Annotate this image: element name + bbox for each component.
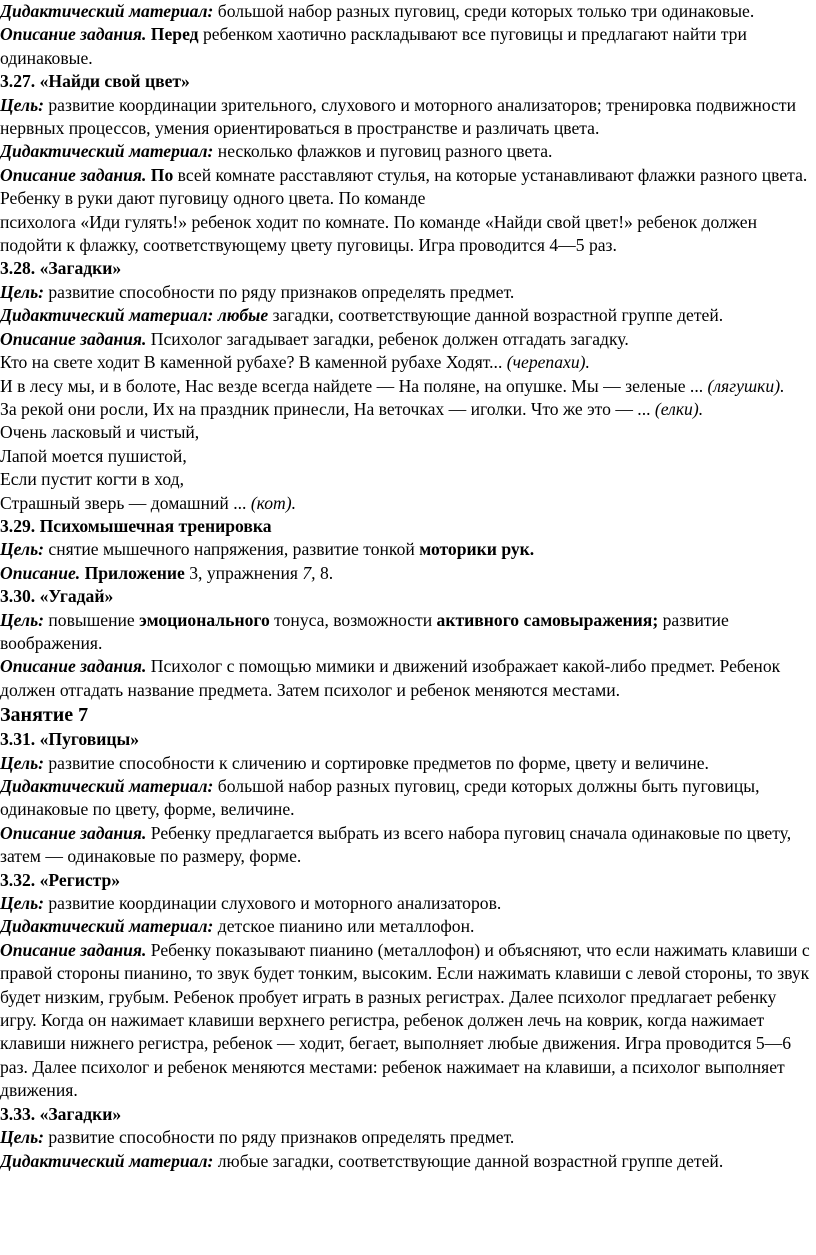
text: Ребенку предлагается выбрать из всего набора пуговиц сначала одинаковые по цвету, затем — одинаковые по размеру, форме. [0, 822, 792, 867]
text: развитие воображения. [0, 609, 729, 653]
paragraph-didactic-material [0, 140, 814, 163]
riddle-answer: (кот). [246, 492, 296, 513]
riddle-text: Страшный зверь — домашний ... [0, 492, 247, 513]
text: 3, упражнения [184, 562, 303, 583]
italic-number: 7, [302, 562, 316, 583]
label: Описание задания. [0, 24, 147, 45]
paragraph-didactic-material [0, 915, 814, 938]
label: Описание задания. [0, 328, 147, 349]
label: Дидактический материал: [0, 1150, 214, 1171]
text: несколько флажков и пуговиц разного цвета. [213, 141, 553, 162]
label: Дидактический материал: [0, 1, 214, 21]
paragraph-goal [0, 538, 814, 561]
text: снятие мышечного напряжения, развитие тонкой [43, 539, 420, 560]
text: развитие способности по ряду признаков определять предмет. [43, 281, 515, 302]
text: Ребенку показывают пианино (металлофон) и объясняют, что если нажимать клавиши с правой стороны пианино, то звук будет тонким, высоким. Если нажимать клавиши с левой стороны, то звук будет низким, грубым. Ребенок пробует играть в разных регистрах. Далее психолог предлагает ребенку игру. Когда он нажимает клавиши верхнего регистра, ребенок должен лечь на коврик, когда нажимает клавиши нижнего регистра, ребенок — ходит, бегает, выполняет любые движения. Игра проводится 5—6 раз. Далее психолог и ребенок меняются местами: ребенок нажимает на клавиши, а психолог выполняет движения. [0, 939, 810, 1101]
label: Цель: [0, 94, 44, 115]
paragraph-task-description [0, 822, 814, 869]
paragraph-goal [0, 892, 814, 915]
bold-word: Перед [146, 24, 199, 45]
text: Психолог загадывает загадки, ребенок должен отгадать загадку. [146, 328, 629, 349]
riddle [0, 351, 814, 374]
label: Цель: [0, 752, 44, 773]
label: Дидактический материал: любые [0, 305, 269, 326]
riddle-answer: (лягушки). [703, 375, 785, 396]
riddle [0, 375, 814, 398]
text: всей комнате расставляют стулья, на которые устанавливают флажки разного цвета. Ребенку в руки дают пуговицу одного цвета. По команде [0, 164, 808, 209]
paragraph-goal [0, 609, 814, 656]
riddle-answer: (елки). [650, 398, 704, 419]
label: Описание задания. [0, 822, 147, 843]
label: Цель: [0, 609, 44, 630]
paragraph-description [0, 562, 814, 585]
paragraph-didactic-material [0, 775, 814, 822]
text: повышение [43, 609, 140, 630]
label: Описание задания. [0, 939, 147, 960]
bold-phrase: эмоционального [139, 609, 270, 630]
riddle-text: И в лесу мы, и в болоте, Нас везде всегда найдете — На поляне, на опушке. Мы — зеленые ... [0, 375, 704, 396]
label: Описание задания. [0, 164, 147, 185]
paragraph-task-description [0, 655, 814, 702]
text: большой набор разных пуговиц, среди которых только три одинаковые. [213, 1, 755, 21]
section-heading: 3.28. «Загадки» [0, 258, 122, 279]
text: развитие координации слухового и моторного анализаторов. [43, 893, 502, 914]
paragraph-task-description [0, 23, 814, 70]
section-heading: 3.29. Психомышечная тренировка [0, 515, 272, 536]
riddle-text: Кто на свете ходит В каменной рубахе? В каменной рубахе Ходят... [0, 352, 503, 373]
section-heading: 3.33. «Загадки» [0, 1103, 122, 1124]
label: Дидактический материал: [0, 776, 214, 796]
section-heading: 3.32. «Регистр» [0, 869, 121, 890]
bold-phrase: моторики рук. [419, 539, 535, 560]
bold-word: По [146, 164, 174, 185]
text: Психолог с помощью мимики и движений изображает какой-либо предмет. Ребенок должен отгадать название предмета. Затем психолог и ребенок меняются местами. [0, 656, 781, 700]
section-heading: 3.27. «Найди свой цвет» [0, 71, 190, 92]
text: детское пианино или металлофон. [213, 916, 475, 937]
riddle-line: Лапой моется пушистой, [0, 445, 187, 466]
text-tail: 8. [315, 562, 334, 583]
text: загадки, соответствующие данной возрастной группе детей. [268, 305, 724, 326]
riddle-text: За рекой они росли, Их на праздник принесли, На веточках — иголки. Что же это — ... [0, 398, 651, 419]
paragraph-task-description [0, 164, 814, 211]
paragraph-didactic-material [0, 1150, 814, 1173]
paragraph-goal [0, 1126, 814, 1149]
riddle-line: Очень ласковый и чистый, [0, 422, 200, 443]
bold-word: Приложение [80, 562, 185, 583]
riddle [0, 492, 814, 515]
text: развитие координации зрительного, слухового и моторного анализаторов; тренировка подвижности нервных процессов, умения ориентироваться в пространстве и различать цвета. [0, 94, 797, 139]
paragraph-plain: психолога «Иди гулять!» ребенок ходит по комнате. По команде «Найди свой цвет!» ребенок должен подойти к флажку, соответствующему цвету пуговицы. Игра проводится 4—5 раз. [0, 211, 757, 256]
lesson-heading: Занятие 7 [0, 704, 89, 727]
bold-phrase: активного самовыражения; [436, 609, 659, 630]
riddle-line: Если пустит когти в ход, [0, 469, 185, 490]
section-heading: 3.30. «Угадай» [0, 586, 114, 607]
label: Цель: [0, 1127, 44, 1148]
text: развитие способности к сличению и сортировке предметов по форме, цвету и величине. [43, 752, 709, 773]
paragraph-goal [0, 94, 814, 141]
text: ребенком хаотично раскладывают все пуговицы и предлагают найти три одинаковые. [0, 24, 747, 68]
section-heading: 3.31. «Пуговицы» [0, 729, 140, 750]
label: Цель: [0, 893, 44, 914]
text: развитие способности по ряду признаков определять предмет. [43, 1127, 515, 1148]
text: тонуса, возможности [269, 609, 437, 630]
text: большой набор разных пуговиц, среди которых должны быть пуговицы, одинаковые по цвету, форме, величине. [0, 776, 760, 820]
paragraph-goal [0, 281, 814, 304]
text: любые загадки, соответствующие данной возрастной группе детей. [213, 1150, 724, 1171]
riddle-answer: (черепахи). [502, 352, 590, 373]
paragraph-didactic-material [0, 0, 814, 23]
paragraph-goal [0, 752, 814, 775]
paragraph-task-description [0, 328, 814, 351]
paragraph-didactic-material [0, 304, 814, 327]
label: Описание. [0, 562, 81, 583]
riddle [0, 398, 814, 421]
label: Дидактический материал: [0, 141, 214, 162]
paragraph-task-description [0, 939, 814, 1103]
label: Описание задания. [0, 656, 147, 677]
label: Цель: [0, 539, 44, 560]
label: Цель: [0, 281, 44, 302]
label: Дидактический материал: [0, 916, 214, 937]
